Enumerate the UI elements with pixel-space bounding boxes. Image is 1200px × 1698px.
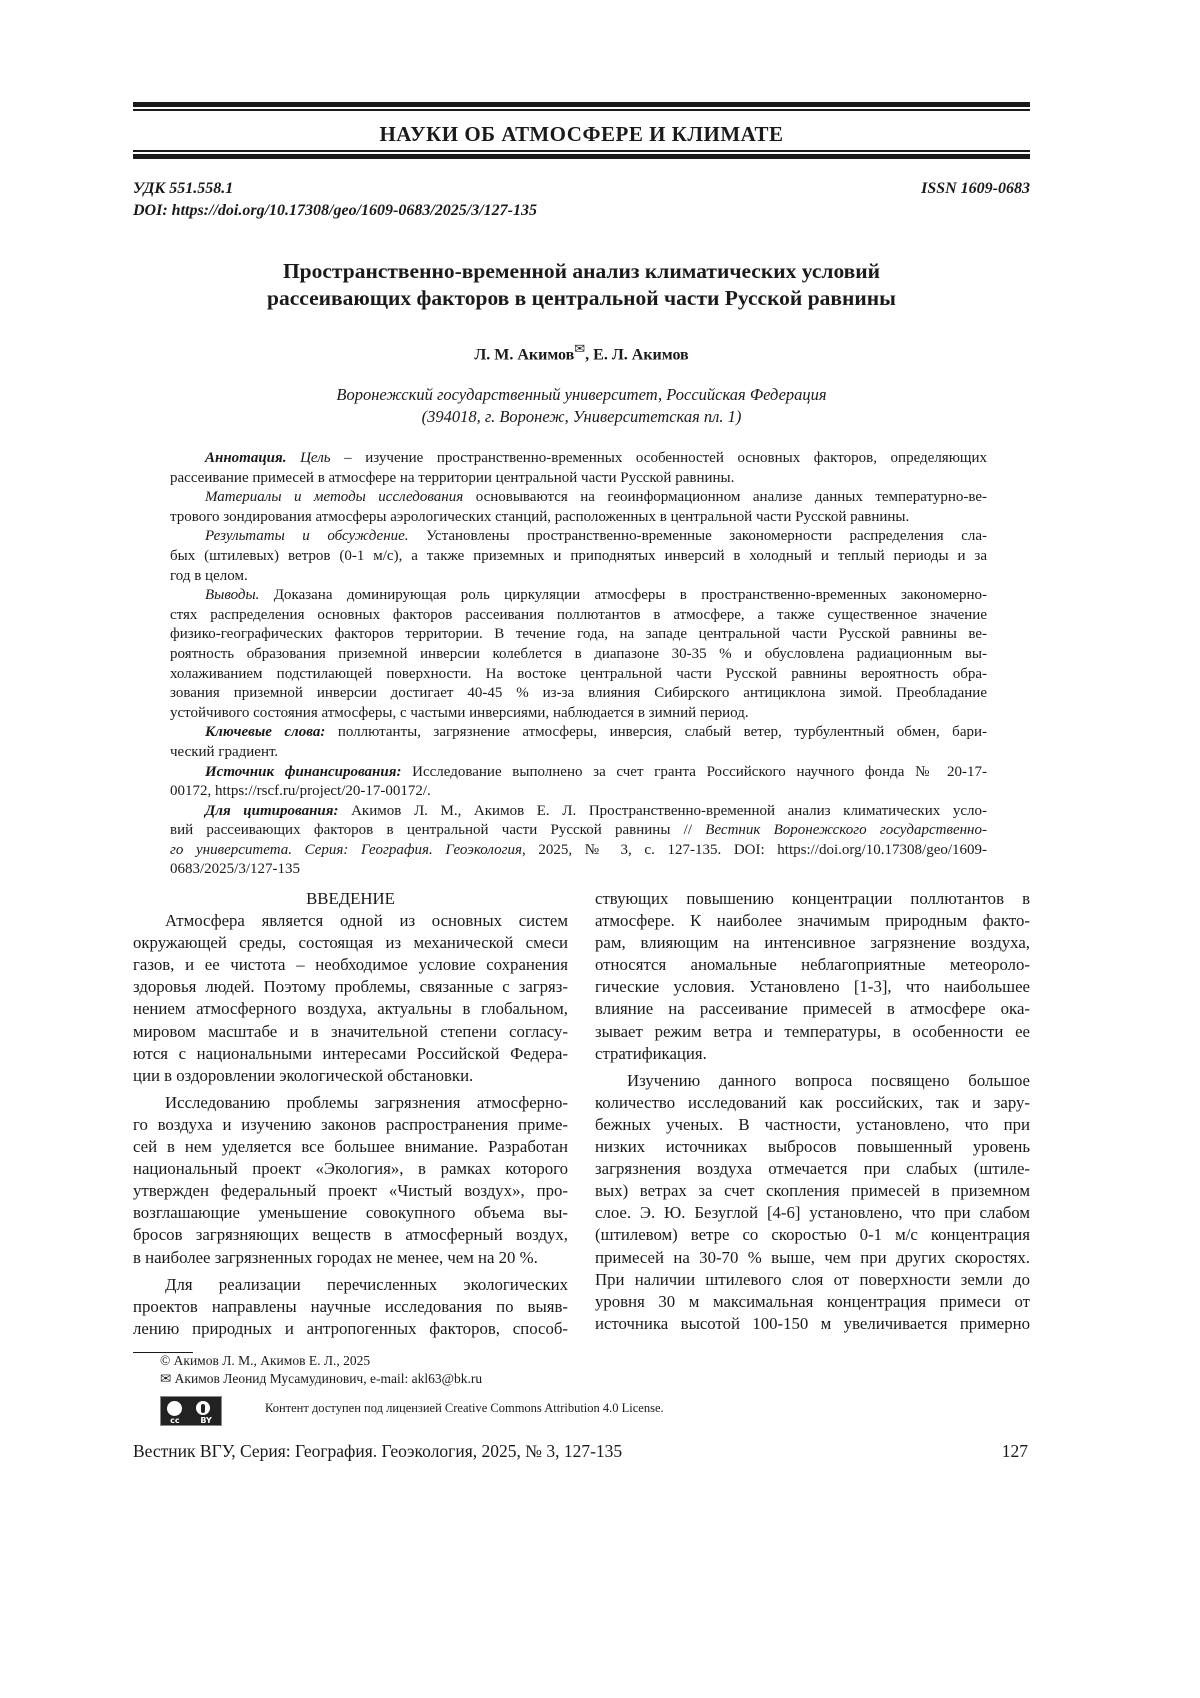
abstract-line (170, 527, 987, 547)
abstract (170, 449, 987, 880)
abstract-paragraph (170, 723, 987, 762)
abstract-text: Выводы. (205, 587, 259, 603)
body-line: бросов загрязняющих веществ в атмосферный воздух, (133, 1224, 568, 1246)
abstract-label: Ключевые слова: (205, 724, 325, 740)
abstract-paragraph (170, 449, 987, 488)
abstract-text: основываются на геоинформационном анализе данных температурно-ве- (463, 489, 987, 505)
body-line: окружающей среды, состоящая из механической смеси (133, 932, 568, 954)
abstract-text: физико-географических факторов территории. В течение года, на западе центральной части Русской равнины ве- (170, 626, 987, 642)
abstract-line (170, 743, 987, 763)
affiliation (133, 384, 1030, 428)
abstract-text: 00172, https://rscf.ru/project/20-17-00172/. (170, 783, 431, 799)
body-line: загрязнения воздуха отмечается при слабых (штиле- (595, 1158, 1030, 1180)
mail-icon: ✉ (574, 341, 585, 356)
abstract-line (170, 782, 987, 802)
body-line: ствующих повышению концентрации поллютантов в (595, 888, 1030, 910)
abstract-line (170, 547, 987, 567)
body-line: нением атмосферного воздуха, актуальны в глобальном, (133, 998, 568, 1020)
abstract-text: Доказана доминирующая роль циркуляции атмосферы в пространственно-временных закономерно- (259, 587, 987, 603)
abstract-line (170, 860, 987, 880)
body-line: зывает режим ветра и температуры, в особенности ее (595, 1021, 1030, 1043)
body-line: лению природных и антропогенных факторов, способ- (133, 1318, 568, 1340)
abstract-line (170, 821, 987, 841)
title-line: рассеивающих факторов в центральной части Русской равнины (133, 285, 1030, 312)
body-line: (штилевом) ветре со скоростью 0-1 м/с концентрация (595, 1224, 1030, 1246)
abstract-line (170, 763, 987, 783)
body-line: Изучению данного вопроса посвящено большое (595, 1070, 1030, 1092)
article-title (133, 258, 1030, 312)
authors (133, 341, 1030, 364)
author-name: , Е. Л. Акимов (585, 346, 689, 363)
udk: УДК 551.558.1 (133, 180, 233, 198)
body-paragraph (595, 888, 1030, 1065)
body-paragraph (133, 1092, 568, 1269)
contact-note: ✉ Акимов Леонид Мусамудинович, e-mail: akl63@bk.ru (160, 1371, 482, 1387)
abstract-line (170, 625, 987, 645)
body-line: атмосфере. К наиболее значимым природным факто- (595, 910, 1030, 932)
page-number: 127 (1002, 1441, 1028, 1462)
license-text: Контент доступен под лицензией Creative Commons Attribution 4.0 License. (265, 1401, 664, 1416)
abstract-text: зования приземной инверсии достигает 40-45 % из-за влияния Сибирского антициклона зимой. Преобладание (170, 685, 987, 701)
body-line: Исследованию проблемы загрязнения атмосферно- (133, 1092, 568, 1114)
abstract-text: Результаты и обсуждение. (205, 528, 409, 544)
abstract-text (287, 450, 301, 466)
abstract-text: бых (штилевых) ветров (0-1 м/с), а также приземных и приподнятых инверсий в холодный и теплый периоды и за (170, 548, 987, 564)
body-line: вых) ветрах за счет скопления примесей в приземном (595, 1180, 1030, 1202)
abstract-text: год в целом. (170, 568, 248, 584)
body-line: количество исследований как российских, так и зару- (595, 1092, 1030, 1114)
body-line: стратификация. (595, 1043, 1030, 1065)
abstract-label: Аннотация. (205, 450, 287, 466)
body-line: го воздуха и изучению законов распространения приме- (133, 1114, 568, 1136)
body-line: ции в оздоровлении экологической обстановки. (133, 1065, 568, 1087)
abstract-line (170, 645, 987, 665)
abstract-line (170, 704, 987, 724)
body-line: уровня 30 м максимальная концентрация примеси от (595, 1291, 1030, 1313)
affiliation-line: (394018, г. Воронеж, Университетская пл. 1) (133, 406, 1030, 428)
body-line: Атмосфера является одной из основных систем (133, 910, 568, 932)
issn: ISSN 1609-0683 (921, 180, 1030, 198)
abstract-text: , 2025, № 3, с. 127-135. DOI: https://doi.org/10.17308/geo/1609- (522, 842, 987, 858)
section-heading-introduction: ВВЕДЕНИЕ (133, 888, 568, 910)
abstract-text: Материалы и методы исследования (205, 489, 463, 505)
header-rule (133, 150, 1030, 152)
abstract-text: роятность образования приземной инверсии колеблется в диапазоне 30-35 % и обусловлена радиационным вы- (170, 646, 987, 662)
body-line: источника высотой 100-150 м увеличивается примерно (595, 1313, 1030, 1335)
body-column-right (595, 888, 1030, 1340)
author-name: Л. М. Акимов (474, 346, 574, 363)
body-line: национальный проект «Экология», в рамках которого (133, 1158, 568, 1180)
abstract-paragraph (170, 802, 987, 880)
copyright-note: © Акимов Л. М., Акимов Е. Л., 2025 (160, 1353, 370, 1369)
abstract-text: холаживанием подстилающей поверхности. На востоке центральной части Русской равнины вероятность обра- (170, 666, 987, 682)
abstract-text: трового зондирования атмосферы аэрологических станций, расположенных в центральной части Русской равнины. (170, 509, 909, 525)
abstract-text: – изучение пространственно-временных особенностей основных факторов, определяющих (331, 450, 987, 466)
abstract-paragraph (170, 488, 987, 527)
body-line: сей в нем уделяется все большее внимание. Разработан (133, 1136, 568, 1158)
abstract-text: устойчивого состояния атмосферы, с частыми инверсиями, наблюдается в зимний период. (170, 705, 749, 721)
abstract-line (170, 508, 987, 528)
abstract-text: Цель (300, 450, 330, 466)
doi-link[interactable]: DOI: https://doi.org/10.17308/geo/1609-0683/2025/3/127-135 (133, 202, 537, 220)
abstract-line (170, 586, 987, 606)
body-paragraph (133, 1274, 568, 1340)
abstract-paragraph (170, 763, 987, 802)
body-line: ются с национальными интересами Российской Федера- (133, 1043, 568, 1065)
body-line: бежных ученых. В частности, установлено, что при (595, 1114, 1030, 1136)
body-line: в наиболее загрязненных городах не менее, чем на 20 %. (133, 1247, 568, 1269)
body-line: гические условия. Установлено [1-3], что наибольшее (595, 976, 1030, 998)
abstract-text: Вестник Воронежского государственно- (705, 822, 987, 838)
body-paragraph (133, 910, 568, 1087)
body-line: относятся аномальные неблагоприятные метеороло- (595, 954, 1030, 976)
section-heading: НАУКИ ОБ АТМОСФЕРЕ И КЛИМАТЕ (133, 122, 1030, 147)
abstract-paragraph (170, 586, 987, 723)
abstract-line (170, 665, 987, 685)
body-line: мировом масштабе и в значительной степени согласу- (133, 1021, 568, 1043)
license-badge-label: cc BY (161, 1416, 221, 1425)
abstract-text: Установлены пространственно-временные закономерности распределения сла- (409, 528, 987, 544)
cc-by-license-badge[interactable] (160, 1396, 222, 1426)
body-column-left (133, 888, 568, 1345)
body-line: возглашающие уменьшение совокупного объема вы- (133, 1202, 568, 1224)
abstract-label: Источник финансирования: (205, 764, 401, 780)
abstract-line (170, 723, 987, 743)
abstract-text: 0683/2025/3/127-135 (170, 861, 300, 877)
abstract-line (170, 684, 987, 704)
body-line: влияние на рассеивание примесей в атмосфере ока- (595, 998, 1030, 1020)
header-rule (133, 154, 1030, 159)
attribution-person-icon (194, 1399, 212, 1417)
body-line: слое. Э. Ю. Безуглой [4-6] установлено, что при слабом (595, 1202, 1030, 1224)
abstract-text: ческий градиент. (170, 744, 278, 760)
body-line: Для реализации перечисленных экологических (133, 1274, 568, 1296)
body-line: низких источниках выбросов повышенный уровень (595, 1136, 1030, 1158)
abstract-line (170, 469, 987, 489)
abstract-text: Исследование выполнено за счет гранта Российского научного фонда № 20-17- (401, 764, 987, 780)
abstract-text: Акимов Л. М., Акимов Е. Л. Пространственно-временной анализ климатических усло- (338, 803, 987, 819)
abstract-text: стях распределения основных факторов рассеивания поллютантов в атмосфере, а также существенное значение (170, 607, 987, 623)
abstract-line (170, 802, 987, 822)
body-line: утвержден федеральный проект «Чистый воздух», про- (133, 1180, 568, 1202)
abstract-text: поллютанты, загрязнение атмосферы, инверсия, слабый ветер, турбулентный обмен, бари- (325, 724, 987, 740)
abstract-line (170, 606, 987, 626)
abstract-line (170, 567, 987, 587)
abstract-text: вий рассеивающих факторов в центральной части Русской равнины // (170, 822, 705, 838)
body-line: При наличии штилевого слоя от поверхности земли до (595, 1269, 1030, 1291)
header-rule (133, 109, 1030, 111)
journal-footer: Вестник ВГУ, Серия: География. Геоэкология, 2025, № 3, 127-135 (133, 1441, 622, 1462)
body-line: примесей на 30-70 % выше, чем при других скоростях. (595, 1247, 1030, 1269)
abstract-line (170, 449, 987, 469)
body-paragraph (595, 1070, 1030, 1335)
body-line: рам, влияющим на интенсивное загрязнение воздуха, (595, 932, 1030, 954)
abstract-paragraph (170, 527, 987, 586)
body-line: газов, и ее чистота – необходимое условие сохранения (133, 954, 568, 976)
abstract-label: Для цитирования: (205, 803, 338, 819)
header-rule (133, 102, 1030, 107)
abstract-text: го университета. Серия: География. Геоэкология (170, 842, 522, 858)
body-line: здоровья людей. Поэтому проблемы, связанные с загряз- (133, 976, 568, 998)
abstract-line (170, 488, 987, 508)
title-line: Пространственно-временной анализ климатических условий (133, 258, 1030, 285)
abstract-text: рассеивание примесей в атмосфере на территории центральной части Русской равнины. (170, 470, 734, 486)
abstract-line (170, 841, 987, 861)
affiliation-line: Воронежский государственный университет, Российская Федерация (133, 384, 1030, 406)
body-line: проектов направлены научные исследования по выяв- (133, 1296, 568, 1318)
